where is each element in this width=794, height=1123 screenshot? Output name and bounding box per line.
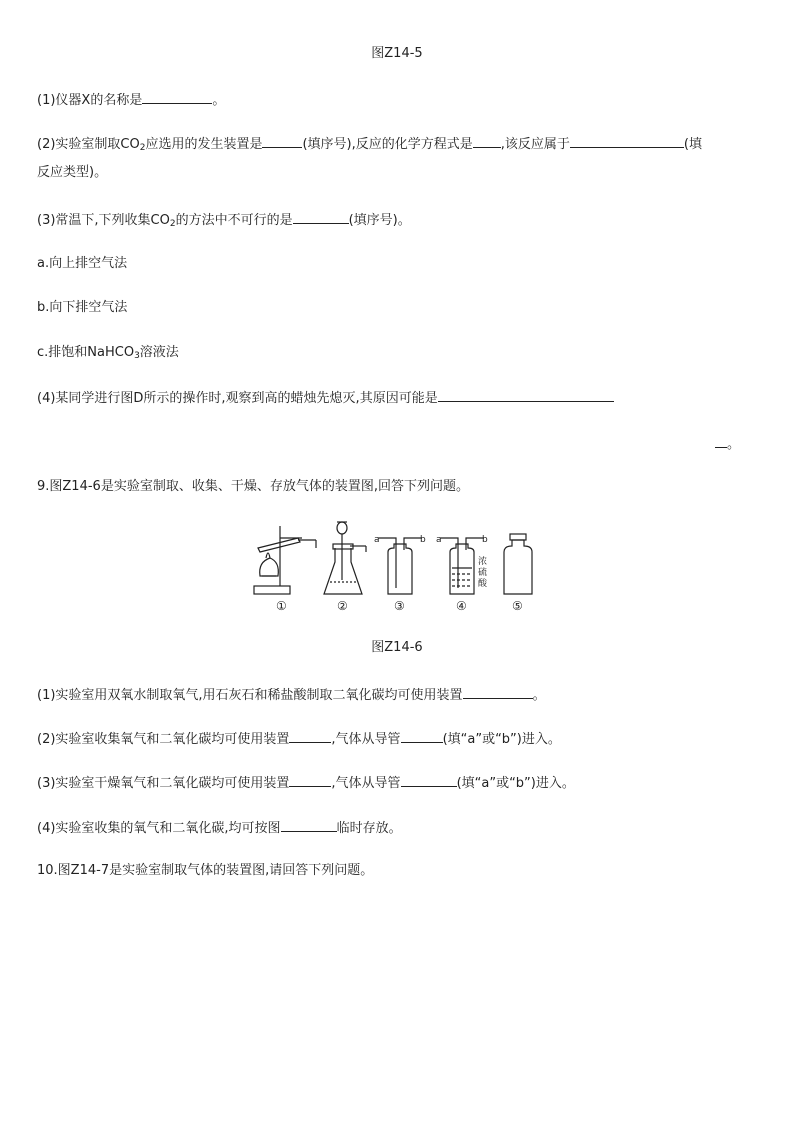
- option-c: [37, 345, 179, 361]
- q9-part2-text-a: (2)实验室收集氧气和二氧化碳均可使用装置: [37, 732, 290, 747]
- subscript: 3: [134, 351, 140, 361]
- apparatus-number: ①: [276, 599, 287, 613]
- q9-part3-text-c: (填“a”或“b”)进入。: [456, 776, 575, 791]
- q9-part2: [37, 730, 561, 748]
- answer-blank[interactable]: [262, 135, 302, 148]
- acid-label: 浓: [478, 557, 488, 567]
- q10-stem: 10.图Z14-7是实验室制取气体的装置图,请回答下列问题。: [37, 863, 374, 878]
- q8-part4-text: (4)某同学进行图D所示的操作时,观察到高的蜡烛先熄灭,其原因可能是: [37, 391, 438, 406]
- q9-part1-end: 。: [532, 688, 546, 703]
- q9-part4: [37, 819, 402, 837]
- q8-part1-text: (1)仪器X的名称是: [37, 93, 143, 108]
- subscript: 2: [139, 143, 146, 153]
- option-c-text-a: c.排饱和NaHCO: [37, 345, 135, 360]
- answer-blank[interactable]: [401, 774, 457, 787]
- q9-part4-text-a: (4)实验室收集的氧气和二氧化碳,均可按图: [37, 821, 281, 836]
- q8-part4-end-mark: 。: [727, 437, 741, 452]
- q9-part1: [37, 686, 546, 704]
- apparatus-number: ②: [337, 599, 348, 613]
- acid-label: 硫: [478, 568, 488, 578]
- q8-part2-text-d: ,该反应属于: [500, 137, 570, 152]
- q9-part2-text-b: ,气体从导管: [331, 732, 401, 747]
- answer-blank[interactable]: [293, 211, 349, 224]
- q8-part1-end: 。: [212, 93, 226, 108]
- answer-blank[interactable]: [463, 686, 533, 699]
- answer-blank[interactable]: [289, 730, 331, 743]
- answer-blank[interactable]: [715, 435, 727, 448]
- q9-part1-text: (1)实验室用双氧水制取氧气,用石灰石和稀盐酸制取二氧化碳均可使用装置: [37, 688, 463, 703]
- figure-caption-z14-6: 图Z14-6: [371, 640, 423, 655]
- apparatus-number: ⑤: [512, 599, 523, 613]
- tube-label-a: a: [374, 535, 380, 545]
- apparatus-5-bottle: [504, 534, 532, 594]
- q8-part2-text-b: 应选用的发生装置是: [145, 137, 263, 152]
- q9-stem: 9.图Z14-6是实验室制取、收集、干燥、存放气体的装置图,回答下列问题。: [37, 479, 469, 494]
- q8-part2-continuation: 反应类型)。: [37, 165, 108, 180]
- apparatus-number: ④: [456, 599, 467, 613]
- answer-blank[interactable]: [401, 730, 443, 743]
- option-b: b.向下排空气法: [37, 300, 128, 315]
- q8-part1: [37, 91, 225, 109]
- option-c-text-b: 溶液法: [139, 345, 179, 360]
- q8-part2-text-a: (2)实验室制取CO: [37, 137, 140, 152]
- q9-part3: [37, 774, 575, 792]
- q8-part4-end: [715, 435, 740, 453]
- tube-label-a: a: [436, 535, 442, 545]
- option-a: a.向上排空气法: [37, 256, 128, 271]
- subscript: 2: [169, 219, 176, 229]
- answer-blank[interactable]: [473, 135, 501, 148]
- answer-blank[interactable]: [281, 819, 337, 832]
- q9-part2-text-c: (填“a”或“b”)进入。: [442, 732, 561, 747]
- answer-blank[interactable]: [570, 135, 684, 148]
- q8-part4: [37, 389, 614, 407]
- q8-part3-text-a: (3)常温下,下列收集CO: [37, 213, 170, 228]
- q8-part3-text-c: (填序号)。: [348, 213, 411, 228]
- apparatus-number: ③: [394, 599, 405, 613]
- q9-part3-text-a: (3)实验室干燥氧气和二氧化碳均可使用装置: [37, 776, 290, 791]
- apparatus-figure: [240, 518, 550, 618]
- q8-part2-text-e: (填: [683, 137, 702, 152]
- q8-part2: [37, 135, 702, 153]
- apparatus-2-flask: [324, 522, 366, 594]
- tube-label-b: b: [482, 535, 488, 545]
- apparatus-1-heating: [254, 526, 316, 594]
- apparatus-3-bottle: [378, 538, 422, 594]
- answer-blank[interactable]: [438, 389, 614, 402]
- tube-label-b: b: [420, 535, 426, 545]
- q8-part3-text-b: 的方法中不可行的是: [175, 213, 293, 228]
- answer-blank[interactable]: [142, 91, 212, 104]
- acid-label: 酸: [478, 579, 488, 589]
- answer-blank[interactable]: [289, 774, 331, 787]
- figure-caption-z14-5: 图Z14-5: [371, 46, 423, 61]
- q8-part2-text-c: (填序号),反应的化学方程式是: [302, 137, 473, 152]
- q9-part4-text-b: 临时存放。: [336, 821, 402, 836]
- q9-part3-text-b: ,气体从导管: [331, 776, 401, 791]
- q8-part3: [37, 211, 411, 229]
